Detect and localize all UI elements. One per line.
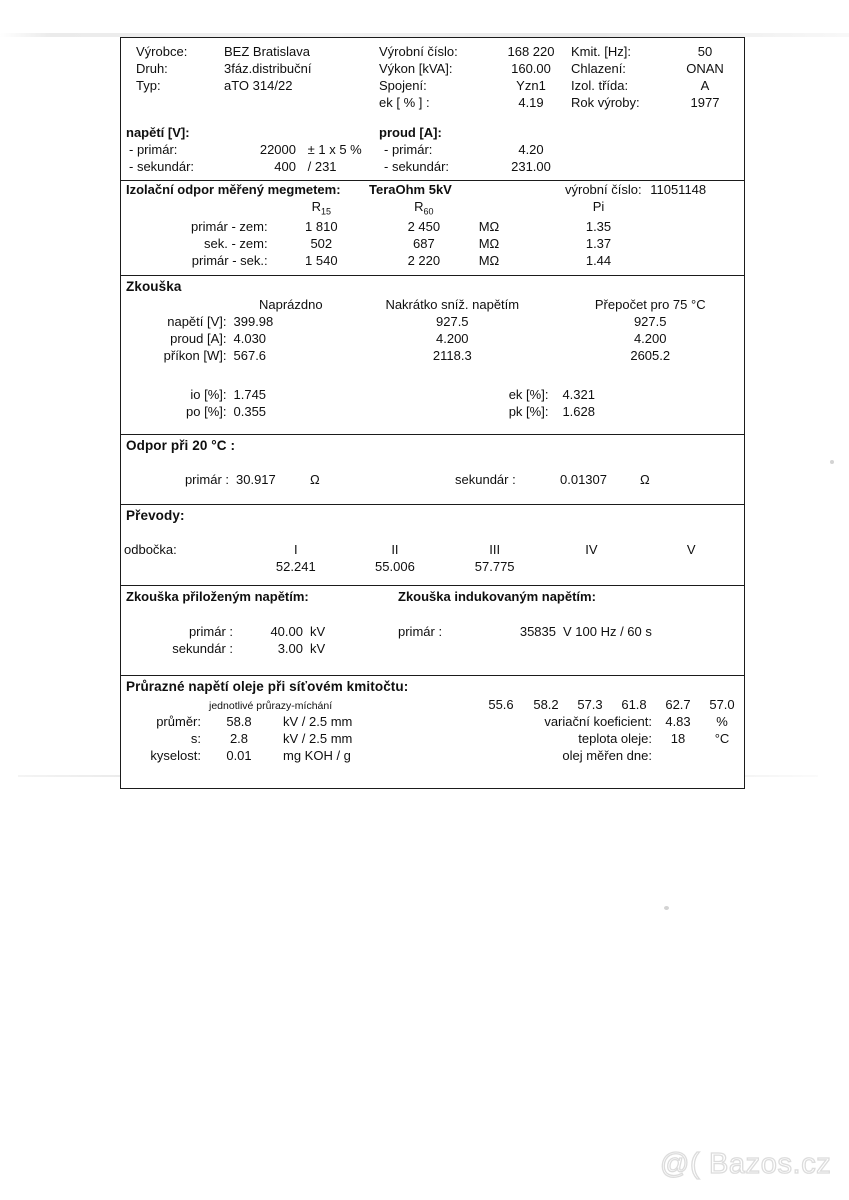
voltage-secondary-value: 400 — [274, 159, 296, 174]
current-secondary-label: - sekundár: — [384, 159, 450, 174]
tap-label-4: IV — [585, 541, 598, 557]
table-row — [121, 141, 744, 158]
ratios-table — [121, 525, 744, 585]
test-voltage-label: napětí [V]: — [167, 313, 227, 329]
table-row — [121, 158, 744, 175]
test-current-corrected: 4.200 — [633, 330, 667, 346]
oil-stddev-label: s: — [190, 730, 201, 746]
primary-secondary-r15: 1 540 — [305, 252, 338, 268]
tap-row-label: odbočka: — [124, 541, 177, 557]
oil-temperature-label: teplota oleje: — [578, 730, 652, 746]
column-header-short-circuit: Nakrátko sníž. napětím — [385, 296, 520, 312]
spacer — [121, 657, 744, 675]
table-row — [121, 623, 744, 640]
cooling-value: ONAN — [686, 61, 724, 76]
spacer — [121, 364, 744, 386]
serial-label: Výrobní číslo: — [379, 44, 458, 59]
resistance-secondary-value: 0.01307 — [560, 471, 607, 487]
manufacturer-label: Výrobce: — [136, 44, 188, 59]
test-power-no-load: 567.6 — [233, 347, 267, 363]
induced-primary-label: primár : — [398, 623, 443, 639]
tap-value-1: 52.241 — [275, 558, 316, 574]
power-label: Výkon [kVA]: — [379, 61, 453, 76]
test-voltage-corrected: 927.5 — [633, 313, 667, 329]
test-voltage-no-load: 399.98 — [233, 313, 274, 329]
voltage-primary-tolerance: ± 1 x 5 % — [307, 142, 362, 157]
resistance-primary-value: 30.917 — [236, 471, 276, 487]
spacer — [121, 111, 744, 124]
year-label: Rok výroby: — [571, 95, 640, 110]
table-row — [121, 471, 744, 488]
table-row — [121, 541, 744, 558]
current-secondary-value: 231.00 — [511, 159, 551, 174]
spacer — [121, 605, 744, 623]
table-row — [121, 77, 744, 94]
manufacturer-value: BEZ Bratislava — [224, 44, 310, 59]
primary-secondary-unit: MΩ — [478, 252, 500, 268]
io-label: io [%]: — [190, 386, 227, 402]
section-dielectric-tests — [121, 586, 744, 676]
column-header-no-load: Naprázdno — [258, 296, 323, 312]
oil-temperature-value: 18 — [670, 730, 686, 746]
secondary-earth-unit: MΩ — [478, 235, 500, 251]
megger-instrument: TeraOhm 5kV — [369, 182, 452, 197]
sheet-bottom-stub — [120, 762, 745, 778]
table-row — [121, 730, 744, 747]
insulation-table — [121, 181, 744, 275]
current-section-title: proud [A]: — [379, 125, 442, 140]
insulation-class-value: A — [700, 78, 710, 93]
induced-voltage-title: Zkouška indukovaným napětím: — [398, 588, 596, 604]
r15-subscript: 15 — [320, 206, 331, 217]
table-row — [121, 330, 744, 347]
oil-breakdown-5: 62.7 — [665, 696, 691, 712]
secondary-earth-label: sek. - zem: — [204, 235, 268, 251]
spacer — [121, 455, 744, 471]
applied-primary-unit: kV — [310, 623, 326, 639]
insulation-class-label: Izol. třída: — [571, 78, 629, 93]
table-row — [121, 713, 744, 730]
table-row — [121, 640, 744, 657]
spacer — [121, 575, 744, 585]
applied-secondary-value: 3.00 — [277, 640, 303, 656]
induced-primary-unit: V 100 Hz / 60 s — [563, 623, 652, 639]
oil-breakdown-6: 57.0 — [709, 696, 735, 712]
table-row — [121, 94, 744, 111]
spacer — [121, 420, 744, 434]
table-row — [121, 198, 744, 218]
column-header-pi: Pi — [592, 199, 605, 214]
applied-secondary-unit: kV — [310, 640, 326, 656]
pk-percent-value: 1.628 — [562, 403, 595, 419]
oil-section-title: Průrazné napětí oleje při síťovém kmitočtu: — [126, 678, 409, 694]
voltage-primary-label: - primár: — [129, 142, 178, 157]
nameplate-table — [121, 43, 744, 175]
test-power-label: příkon [W]: — [163, 347, 227, 363]
table-row — [121, 403, 744, 420]
tap-value-2: 55.006 — [375, 558, 415, 574]
oil-average-value: 58.8 — [226, 713, 252, 729]
oil-stddev-value: 2.8 — [229, 730, 249, 746]
oil-breakdown-1: 55.6 — [488, 696, 514, 712]
section-insulation-resistance — [121, 181, 744, 276]
applied-secondary-label: sekundár : — [172, 640, 233, 656]
table-row — [121, 586, 744, 605]
oil-variation-label: variační koeficient: — [544, 713, 652, 729]
scan-speck — [664, 906, 669, 910]
table-row — [121, 235, 744, 252]
resistance-section-title: Odpor při 20 °C : — [126, 437, 236, 453]
test-current-short-circuit: 4.200 — [436, 330, 469, 346]
table-row — [121, 386, 744, 403]
oil-breakdown-2: 58.2 — [533, 696, 559, 712]
oil-stddev-unit: kV / 2.5 mm — [283, 730, 353, 746]
primary-earth-label: primár - zem: — [191, 218, 268, 234]
test-power-short-circuit: 2118.3 — [432, 347, 472, 363]
test-section-title: Zkouška — [126, 278, 182, 294]
ek-percent-label: ek [%]: — [508, 386, 549, 402]
voltage-secondary-suffix: / 231 — [307, 159, 337, 174]
vector-group-value: Yzn1 — [516, 78, 546, 93]
frequency-value: 50 — [697, 44, 713, 59]
current-primary-label: - primár: — [384, 142, 433, 157]
oil-breakdown-4: 61.8 — [621, 696, 647, 712]
resistance-secondary-label: sekundár : — [455, 471, 516, 487]
oil-variation-value: 4.83 — [665, 713, 691, 729]
table-row — [121, 218, 744, 235]
oil-breakdown-3: 57.3 — [577, 696, 603, 712]
induced-primary-value: 35835 — [519, 623, 556, 639]
bazos-watermark: @( Bazos.cz — [660, 1148, 832, 1180]
primary-secondary-r60: 2 220 — [407, 252, 441, 268]
test-protocol-sheet — [120, 37, 745, 789]
kind-value: 3fáz.distribuční — [224, 61, 312, 76]
secondary-earth-pi: 1.37 — [585, 235, 612, 251]
frequency-label: Kmit. [Hz]: — [571, 44, 631, 59]
oil-acidity-unit: mg KOH / g — [283, 747, 351, 763]
type-value: aTO 314/22 — [224, 78, 293, 93]
ek-percent-value: 4.321 — [562, 386, 595, 402]
po-label: po [%]: — [186, 403, 227, 419]
resistance-secondary-unit: Ω — [640, 471, 650, 487]
spacer — [121, 525, 744, 541]
section-nameplate — [121, 38, 744, 181]
primary-earth-unit: MΩ — [478, 218, 500, 234]
oil-acidity-label: kyselost: — [150, 747, 201, 763]
primary-secondary-pi: 1.44 — [585, 252, 612, 268]
primary-earth-r60: 2 450 — [407, 218, 441, 234]
cooling-label: Chlazení: — [571, 61, 626, 76]
ek-label: ek [ % ] : — [379, 95, 430, 110]
table-row — [121, 60, 744, 77]
table-row — [121, 252, 744, 269]
tap-value-4 — [545, 558, 639, 575]
vector-group-label: Spojení: — [379, 78, 427, 93]
oil-acidity-value: 0.01 — [226, 747, 252, 763]
secondary-earth-r60: 687 — [413, 235, 435, 251]
test-current-no-load: 4.030 — [233, 330, 267, 346]
section-winding-resistance — [121, 435, 744, 505]
r60-subscript: 60 — [423, 206, 434, 217]
table-row — [121, 124, 744, 141]
resistance-primary-unit: Ω — [310, 471, 320, 487]
insulation-title: Izolační odpor měřený megmetem: — [126, 182, 341, 197]
serial-value: 168 220 — [507, 44, 555, 59]
scan-speck — [830, 460, 834, 464]
test-voltage-short-circuit: 927.5 — [436, 313, 469, 329]
spacer — [121, 488, 744, 504]
primary-earth-r15: 1 810 — [305, 218, 338, 234]
tap-label-3: III — [489, 541, 501, 557]
megger-serial-label: výrobní číslo: — [565, 182, 642, 197]
oil-average-label: průměr: — [156, 713, 201, 729]
table-row — [121, 181, 744, 198]
pk-percent-label: pk [%]: — [508, 403, 549, 419]
type-label: Typ: — [136, 78, 161, 93]
ratios-section-title: Převody: — [126, 507, 185, 523]
current-primary-value: 4.20 — [518, 142, 544, 157]
table-row — [121, 347, 744, 364]
dielectric-table — [121, 586, 744, 675]
column-header-r15: $R_{15}$ — [311, 199, 331, 217]
oil-average-unit: kV / 2.5 mm — [283, 713, 353, 729]
table-row — [121, 43, 744, 60]
year-value: 1977 — [690, 95, 720, 110]
tap-label-5: V — [686, 541, 696, 557]
oil-temperature-unit: °C — [714, 730, 730, 746]
oil-measured-date-label: olej měřen dne: — [562, 747, 652, 763]
table-row — [121, 558, 744, 575]
voltage-section-title: napětí [V]: — [126, 125, 190, 140]
po-value: 0.355 — [233, 403, 267, 419]
primary-secondary-label: primár - sek.: — [191, 252, 268, 268]
applied-voltage-title: Zkouška přiloženým napětím: — [126, 588, 309, 604]
ek-value: 4.19 — [518, 95, 544, 110]
oil-breakdowns-label: jednotlivé průrazy-míchání — [209, 699, 333, 712]
section-ratios — [121, 505, 744, 586]
megger-serial-value: 11051148 — [650, 182, 707, 197]
applied-primary-value: 40.00 — [270, 623, 303, 639]
primary-earth-pi: 1.35 — [585, 218, 612, 234]
power-value: 160.00 — [511, 61, 551, 76]
test-power-corrected: 2605.2 — [630, 347, 671, 363]
table-row — [121, 313, 744, 330]
tap-label-2: II — [391, 541, 399, 557]
oil-variation-unit: % — [716, 713, 728, 729]
column-header-corrected-75c: Přepočet pro 75 °C — [594, 296, 706, 312]
tap-value-3: 57.775 — [474, 558, 515, 574]
section-test — [121, 276, 744, 435]
table-row — [121, 696, 744, 713]
resistance-primary-label: primár : — [184, 471, 229, 487]
test-table — [121, 296, 744, 434]
tap-value-5 — [638, 558, 744, 575]
spacer — [121, 269, 744, 275]
secondary-earth-r15: 502 — [310, 235, 333, 251]
table-row — [121, 296, 744, 313]
io-value: 1.745 — [233, 386, 267, 402]
voltage-primary-value: 22000 — [259, 142, 296, 157]
kind-label: Druh: — [136, 61, 168, 76]
column-header-r60: $R_{60}$ — [414, 199, 434, 217]
voltage-secondary-label: - sekundár: — [129, 159, 195, 174]
tap-label-1: I — [293, 541, 298, 557]
resistance-table — [121, 455, 744, 504]
test-current-label: proud [A]: — [170, 330, 227, 346]
applied-primary-label: primár : — [188, 623, 233, 639]
